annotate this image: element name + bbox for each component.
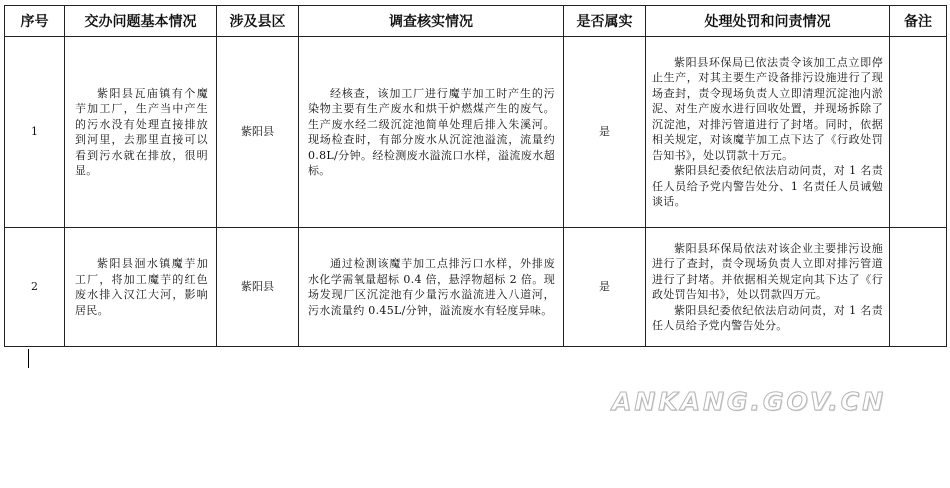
handling-cell [646,37,890,228]
county-cell: 紫阳县 [217,228,299,347]
handling-text: 紫阳县环保局依法对该企业主要排污设施进行了查封，责令现场负责人立即对排污管道进行了封堵。并依据相关规定向其下达了《行政处罚告知书》，处以罚款四万元。 [652,241,883,301]
is-true-cell: 是 [564,37,646,228]
table-row [5,37,947,228]
header-issue: 交办问题基本情况 [65,6,217,37]
header-handling: 处理处罚和问责情况 [646,6,890,37]
text-cursor [28,349,29,368]
handling-cell [646,228,890,347]
accountability-text: 紫阳县纪委依纪依法启动问责，对 1 名责任人员给予党内警告处分、1 名责任人员诫勉谈话。 [652,164,883,208]
remarks-cell [890,228,947,347]
accountability-text: 紫阳县纪委依纪依法启动问责，对 1 名责任人员给予党内警告处分。 [652,303,883,332]
header-remarks: 备注 [890,6,947,37]
is-true-cell: 是 [564,228,646,347]
site-watermark: ANKANG.GOV.CN [612,387,887,416]
investigation-text: 通过检测该魔芋加工点排污口水样，外排废水化学需氧量超标 0.4 倍，悬浮物超标 2 倍。现场发现厂区沉淀池有少量污水溢流进入八道河，污水流量约 0.45L/分钟，溢流废水有轻度异味。 [308,257,555,317]
investigation-cell [299,37,564,228]
header-investigation: 调查核实情况 [299,6,564,37]
row-num: 1 [5,37,65,228]
investigation-cell [299,228,564,347]
issue-text: 紫阳县洄水镇魔芋加工厂，将加工魔芋的红色废水排入汉江大河，影响居民。 [75,257,208,317]
handling-text: 紫阳县环保局已依法责令该加工点立即停止生产，对其主要生产设备排污设施进行了现场查封，责令现场负责人立即清理沉淀池内淤泥、对生产废水进行回收处置，并现场拆除了沉淀池，对排污管道进行了封堵。同时，依据相关规定，对该魔芋加工点下达了《行政处罚告知书》，处以罚款十万元。 [652,55,883,162]
issue-cell [65,37,217,228]
investigation-text: 经核查，该加工厂进行魔芋加工时产生的污染物主要有生产废水和烘干炉燃煤产生的废气。生产废水经二级沉淀池简单处理后排入朱溪河。现场检查时，有部分废水从沉淀池溢流，流量约 0.8L/分钟。经检测废水溢流口水样，溢流废水超标。 [308,86,555,177]
table-row [5,228,947,347]
county-cell: 紫阳县 [217,37,299,228]
remarks-cell [890,37,947,228]
header-county: 涉及县区 [217,6,299,37]
row-num: 2 [5,228,65,347]
issue-text: 紫阳县瓦庙镇有个魔芋加工厂，生产当中产生的污水没有处理直接排放到河里，去那里直接可以看到污水就在排放，很明显。 [75,86,208,177]
issue-cell [65,228,217,347]
header-is-true: 是否属实 [564,6,646,37]
case-handling-table [4,5,947,347]
header-num: 序号 [5,6,65,37]
header-row [5,6,947,37]
